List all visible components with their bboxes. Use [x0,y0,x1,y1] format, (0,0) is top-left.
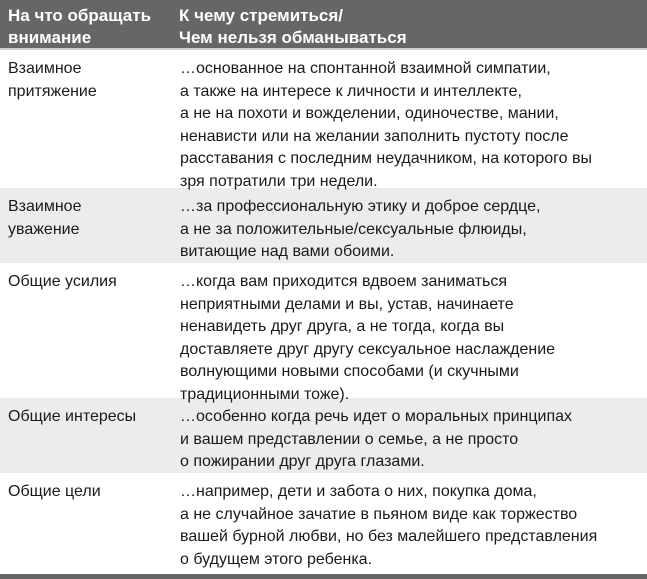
label-text: уважение [8,220,80,238]
label-text: Взаимное [8,60,82,77]
description-text: вашей бурной любви, но без малейшего представления [180,528,598,545]
table-row [0,398,647,473]
row-description [145,271,647,403]
header-text: К чему стремиться/ [179,6,344,25]
row-description [145,196,647,263]
header-text: На что обращать [8,6,152,25]
row-label [0,481,145,574]
row-description [145,481,647,574]
description-text: ненависти или на желании заполнить пустоту после [180,127,569,145]
description-text: …за профессиональную этику и доброе сердце, [180,198,541,215]
description-text: зря потратили три недели. [180,172,378,190]
row-description [145,406,647,473]
header-col-what-to-watch [0,5,152,48]
table-row [0,473,647,574]
description-text: расставания с последним неудачником, на которого вы [180,150,592,167]
description-text: витающие над вами обоими. [180,243,395,260]
label-text: Взаимное [8,198,82,215]
header-text: внимание [8,28,92,47]
description-text: …когда вам приходится вдвоем заниматься [180,273,508,290]
description-text: ненавидеть друг друга, а не тогда, когда вы [180,318,505,335]
row-label [0,58,145,188]
description-text: традиционными тоже). [180,385,350,403]
table-row [0,263,647,403]
description-text: волнующими новыми способами (и скучными [180,363,519,380]
description-text: …основанное на спонтанной взаимной симпатии, [180,60,551,77]
label-text: Общие цели [8,483,101,500]
header-col-what-to-strive [145,5,647,48]
description-text: а также на интересе к личности и интеллекте, [180,82,522,100]
description-text: а не за положительные/сексуальные флюиды, [180,220,527,238]
row-label [0,271,145,398]
table-footer-bar [0,574,647,579]
description-text: о будущем этого ребенка. [180,550,373,568]
label-text: притяжение [8,82,97,100]
description-text: …например, дети и забота о них, покупка дома, [180,483,537,500]
table-row [0,188,647,263]
label-text: Общие усилия [8,273,117,290]
description-text: доставляете друг другу сексуальное наслаждение [180,340,556,358]
description-text: а не на похоти и вожделении, одиночестве, мании, [180,105,559,122]
description-text: неприятными делами и вы, устав, начинаете [180,295,514,313]
row-label [0,196,145,263]
table-row [0,50,647,188]
table-header [0,0,647,50]
description-text: …особенно когда речь идет о моральных принципах [180,408,573,425]
description-text: а не случайное зачатие в пьяном виде как торжество [180,505,578,523]
header-text: Чем нельзя обманываться [179,28,407,47]
description-text: и вашем представлении о семье, а не просто [180,430,519,448]
row-description [145,58,647,188]
description-text: о пожирании друг друга глазами. [180,453,425,470]
label-text: Общие интересы [8,408,137,425]
row-label [0,406,145,473]
